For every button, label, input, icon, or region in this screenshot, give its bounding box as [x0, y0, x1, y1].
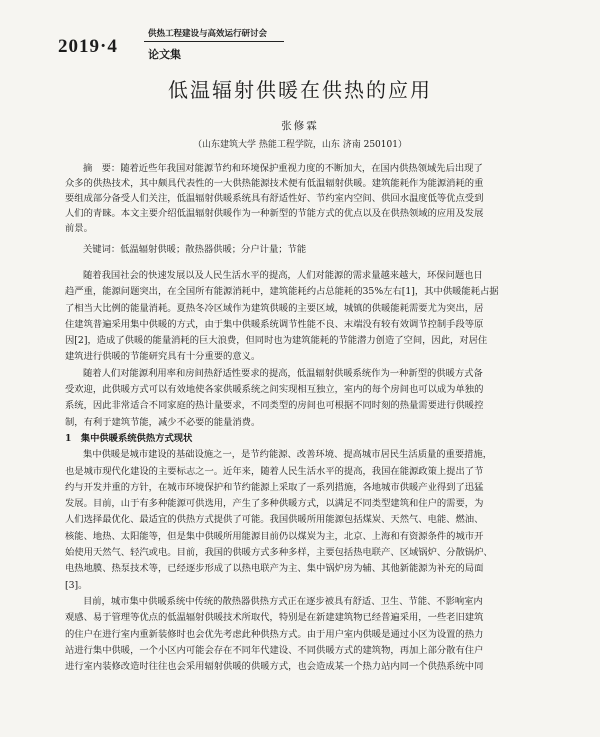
keywords [65, 242, 543, 257]
paragraph-line: 趋严重，能源问题突出，在全国所有能源消耗中，建筑能耗约占总能耗的35%左右[1]，其中供暖能耗占据 [65, 286, 499, 298]
paragraph-line: 系统，因此非常适合不同家庭的热计量要求，不同类型的房间也可根据不同时刻的热量需要进行供暖控 [65, 400, 484, 412]
paragraph-line: 随着我国社会的快速发展以及人民生活水平的提高，人们对能源的需求量越来越大，环保问题也日 [83, 270, 483, 281]
paragraph-line: 建筑进行供暖的节能研究具有十分重要的意义。 [65, 351, 261, 363]
author-name: 张修霖 [281, 120, 319, 132]
paragraph-line: 住建筑普遍采用集中供暖的方式，由于集中供暖系统调节性能不良、末端没有较有效调节控制手段等原 [65, 318, 484, 330]
paragraph-line: [3]。 [65, 579, 88, 591]
paragraph-line: 进行室内装修改造时往往也会采用辐射供暖的供暖方式，也会造成某一个热力站内同一个供热系统中同 [65, 661, 484, 673]
paragraph-line: 随着人们对能源利用率和房间热舒适性要求的提高，低温辐射供暖系统作为一种新型的供暖方式备 [83, 367, 483, 379]
paragraph-line: 目前，城市集中供暖系统中传统的散热器供热方式正在逐步被具有舒适、卫生、节能、不影响室内 [83, 595, 483, 607]
paragraph-line: 始使用天然气、轻汽或电。目前，我国的供暖方式多种多样，主要包括热电联产、区域锅炉、分散锅炉、 [65, 547, 493, 559]
paper-title: 低温辐射供暖在供热的应用 [168, 78, 432, 102]
section-heading: 1 集中供暖系统供热方式现状 [65, 432, 193, 444]
paragraph-line: 人们选择最优化、最适宜的供热方式提供了可能。我国供暖所用能源包括煤炭、天然气、电能、燃油、 [65, 514, 484, 526]
paragraph-line: 因[2]，造成了供暖的能量消耗的巨大浪费，但同时也为建筑能耗的节能潜力创造了空间，因此，对居住 [65, 335, 488, 347]
paragraph-line: 集中供暖是城市建设的基础设施之一，是节约能源、改善环境、提高城市居民生活质量的重要措施， [83, 449, 493, 461]
paragraph-line: 约与开发并重的方针，在城市环境保护和节约能源上采取了一系列措施，各地城市供暖产业得到了迅猛 [65, 481, 484, 493]
abstract-line: 众多的供热技术，其中颇具代表性的一大供热能源技术便有低温辐射供暖。建筑能耗作为能源消耗的重 [65, 178, 484, 189]
issue-number: 2019·4 [58, 36, 118, 57]
paragraph-line: 观感、易于管理等优点的低温辐射供暖技术所取代，特别是在新建建筑物已经普遍采用，一些老旧建筑 [65, 612, 484, 624]
paragraph-line: 了相当大比例的能量消耗。夏热冬冷区域作为建筑供暖的主要区域，城镇的供暖能耗需要尤为突出，居 [65, 302, 484, 314]
paragraph-line: 受欢迎，此供暖方式可以有效地使各家供暖系统之间实现相互独立，室内的每个房间也可以成为单独的 [65, 384, 484, 396]
paragraph-line: 站进行集中供暖，一个小区内可能会存在不同年代建设、不同供暖方式的建筑物，再加上部分散有住户 [65, 644, 484, 656]
header-rule [144, 41, 284, 42]
abstract-line: 人们的青睐。本文主要介绍低温辐射供暖作为一种新型的节能方式的优点以及在供热领域的应用及发展 [65, 208, 484, 219]
paragraph-line: 制，有利于建筑节能，减少不必要的能量消费。 [65, 416, 261, 428]
paragraph-line: 也是城市现代化建设的主要标志之一。近年来，随着人民生活水平的提高，我国在能源政策上提出了节 [65, 465, 484, 477]
paragraph-line: 的住户在进行室内重新装修时也会优先考虑此种供热方式。由于用户室内供暖是通过小区为设置的热力 [65, 628, 484, 640]
journal-name: 供热工程建设与高效运行研讨会 [148, 29, 268, 39]
abstract-line: 前景。 [65, 223, 93, 234]
author-affiliation: （山东建筑大学 热能工程学院，山东 济南 250101） [193, 140, 407, 150]
section-label: 论文集 [148, 48, 181, 61]
abstract-line: 摘 要：随着近些年我国对能源节约和环境保护重视力度的不断加大，在国内供热领域先后出现了 [83, 163, 483, 174]
paragraph-line: 核能、地热、太阳能等，但是集中供暖所用能源目前仍以煤炭为主，北京、上海和有资源条件的城市开 [65, 530, 484, 542]
keywords-line: 关键词：低温辐射供暖；散热器供暖；分户计量；节能 [83, 244, 307, 255]
abstract [65, 161, 543, 236]
paragraph-line: 电热地膜、热泵技术等，已经逐步形成了以热电联产为主、集中锅炉房为辅、其他新能源为补充的局面 [65, 563, 484, 575]
body-text [65, 268, 543, 675]
paragraph-line: 发展。目前，山于有多种能源可供选用，产生了多种供暖方式，以满足不同类型建筑和住户的需要，为 [65, 498, 484, 510]
abstract-line: 要组成部分备受人们关注，低温辐射供暖系统具有舒适性好、节约室内空间、供回水温度低等优点受到 [65, 193, 484, 204]
